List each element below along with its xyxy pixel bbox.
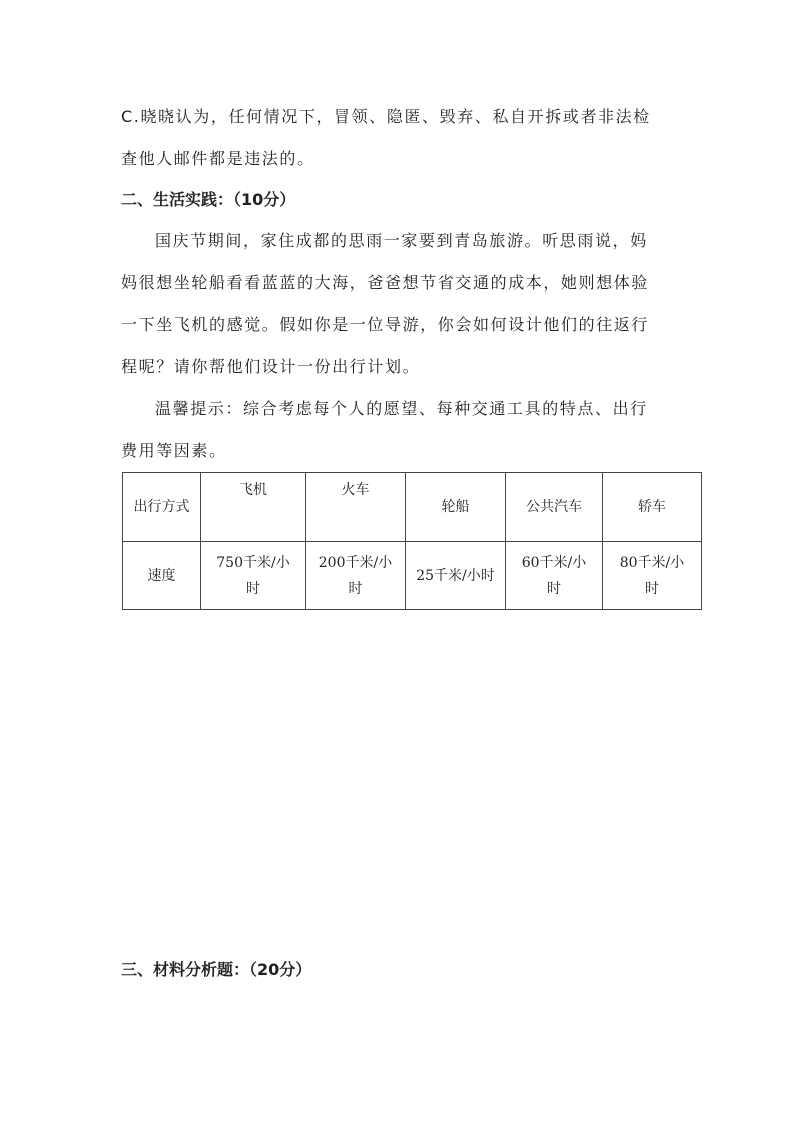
table-header-row bbox=[123, 473, 702, 542]
speed-text: 25千米/小时 bbox=[416, 567, 495, 584]
speed-cell-bus bbox=[506, 542, 603, 610]
speed-text: 时 bbox=[645, 580, 659, 597]
option-c-line-2: 查他人邮件都是违法的。 bbox=[121, 149, 315, 168]
header-cell-mode: 出行方式 bbox=[123, 473, 201, 542]
header-cell-bus: 公共汽车 bbox=[506, 473, 603, 542]
speed-text: 时 bbox=[246, 580, 260, 597]
section-3-title: 三、材料分析题：（20分） bbox=[121, 960, 312, 979]
speed-cell-ship bbox=[406, 542, 506, 610]
header-cell-plane: 飞机 bbox=[201, 473, 306, 542]
table-speed-row bbox=[123, 542, 702, 610]
story-line-2: 妈很想坐轮船看看蓝蓝的大海，爸爸想节省交通的成本，她则想体验 bbox=[121, 273, 650, 292]
tip-line-1: 温馨提示：综合考虑每个人的愿望、每种交通工具的特点、出行 bbox=[155, 399, 648, 418]
tip-line-2: 费用等因素。 bbox=[121, 441, 227, 460]
speed-text: 时 bbox=[547, 580, 561, 597]
speed-cell-car bbox=[603, 542, 702, 610]
speed-text: 80千米/小 bbox=[619, 554, 685, 571]
story-line-1: 国庆节期间，家住成都的思雨一家要到青岛旅游。听思雨说，妈 bbox=[155, 231, 648, 250]
speed-cell-train bbox=[306, 542, 406, 610]
story-line-3: 一下坐飞机的感觉。假如你是一位导游，你会如何设计他们的往返行 bbox=[121, 315, 650, 334]
header-cell-train: 火车 bbox=[306, 473, 406, 542]
transport-table bbox=[122, 472, 702, 610]
speed-text: 时 bbox=[348, 580, 363, 597]
speed-text: 60千米/小 bbox=[521, 554, 587, 571]
story-line-4: 程呢？请你帮他们设计一份出行计划。 bbox=[121, 357, 421, 376]
header-cell-car: 轿车 bbox=[603, 473, 702, 542]
row-label-speed: 速度 bbox=[123, 542, 201, 610]
speed-cell-plane bbox=[201, 542, 306, 610]
header-cell-ship: 轮船 bbox=[406, 473, 506, 542]
speed-text: 750千米/小 bbox=[216, 554, 290, 571]
option-c-line-1: C.晓晓认为，任何情况下，冒领、隐匿、毁弃、私自开拆或者非法检 bbox=[121, 107, 651, 126]
speed-text: 200千米/小 bbox=[318, 554, 393, 571]
section-2-title: 二、生活实践：（10分） bbox=[121, 190, 296, 209]
